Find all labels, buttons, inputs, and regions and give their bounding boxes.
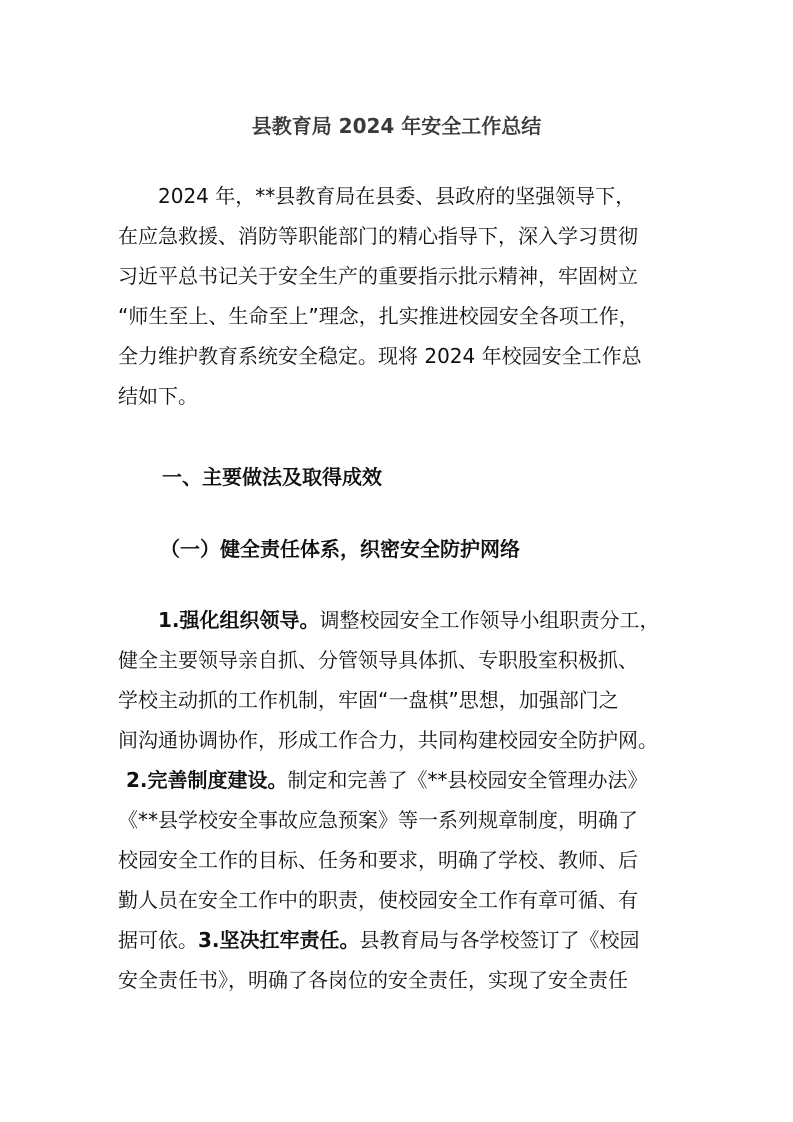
body-line: 间沟通协调协作，形成工作合力，共同构建校园安全防护网。 — [118, 728, 658, 752]
document-title: 县教育局 2024 年安全工作总结 — [251, 114, 542, 138]
subsection-heading: （一）健全责任体系，织密安全防护网络 — [160, 537, 520, 561]
body-line: 健全主要领导亲自抓、分管领导具体抓、专职股室积极抓、 — [118, 648, 638, 672]
item-2-tail: 据可依。 — [118, 928, 198, 952]
body-line — [118, 920, 688, 960]
body-line — [118, 760, 688, 800]
intro-paragraph — [118, 176, 688, 416]
intro-line: 在应急救援、消防等职能部门的精心指导下，深入学习贯彻 — [118, 224, 638, 248]
item-2-heading: 2.完善制度建设。 — [126, 768, 288, 792]
body-line: 勤人员在安全工作中的职责，使校园安全工作有章可循、有 — [118, 888, 638, 912]
intro-line: 结如下。 — [118, 384, 198, 408]
item-1-text: 调整校园安全工作领导小组职责分工， — [319, 608, 660, 632]
body-line: 安全责任书》，明确了各岗位的安全责任，实现了安全责任 — [118, 968, 628, 992]
item-1-heading: 1.强化组织领导。 — [158, 608, 320, 632]
item-2-text: 制定和完善了《**县校园安全管理办法》 — [287, 768, 648, 792]
indent — [118, 608, 158, 632]
body-line: 校园安全工作的目标、任务和要求，明确了学校、教师、后 — [118, 848, 638, 872]
item-3-heading: 3.坚决扛牢责任。 — [198, 928, 360, 952]
section-heading: 一、主要做法及取得成效 — [162, 465, 382, 489]
intro-line: 习近平总书记关于安全生产的重要指示批示精神，牢固树立 — [118, 264, 638, 288]
intro-line: 全力维护教育系统安全稳定。现将 2024 年校园安全工作总 — [118, 344, 642, 368]
body-line: 学校主动抓的工作机制，牢固“一盘棋”思想，加强部门之 — [118, 688, 619, 712]
body-line: 《**县学校安全事故应急预案》等一系列规章制度，明确了 — [118, 808, 638, 832]
intro-line: “师生至上、生命至上”理念，扎实推进校园安全各项工作， — [118, 304, 639, 328]
body-paragraph — [118, 600, 688, 1000]
intro-line: 2024 年，**县教育局在县委、县政府的坚强领导下， — [118, 184, 636, 208]
item-3-text: 县教育局与各学校签订了《校园 — [359, 928, 640, 952]
body-line — [118, 600, 688, 640]
